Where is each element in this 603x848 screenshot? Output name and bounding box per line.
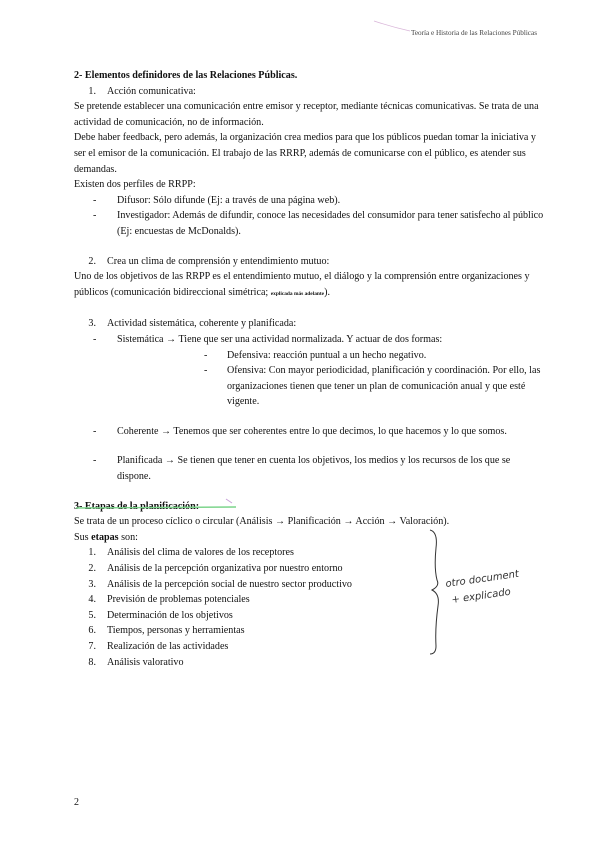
- paragraph: Sus etapas son:: [74, 531, 138, 543]
- item-title: Actividad sistemática, coherente y planificada:: [107, 318, 297, 330]
- page-number: 2: [74, 797, 79, 808]
- paragraph: Existen dos perfiles de RRPP:: [74, 179, 196, 191]
- svg-text:+ explicado: + explicado: [450, 586, 512, 606]
- list-item: 1. Acción comunicativa:: [74, 84, 544, 100]
- handwritten-annotation: [428, 528, 538, 658]
- list-item: 3. Actividad sistemática, coherente y planificada:: [74, 316, 544, 332]
- list-item: 3. Análisis de la percepción social de nuestro sector productivo: [88, 578, 352, 590]
- list-item: 2. Crea un clima de comprensión y entendimiento mutuo:: [74, 254, 544, 270]
- sub-list-item: - Defensiva: reacción puntual a un hecho negativo.: [204, 349, 427, 361]
- svg-text:otro document: otro document: [444, 568, 520, 590]
- sub-list-item: - Ofensiva: Con mayor periodicidad, planificación y coordinación. Por ello, las organizaciones tienen que tener un plan de comunicación anual y que esté vigente.: [204, 365, 541, 408]
- highlight-underline: [76, 497, 236, 511]
- header-pen-mark: [372, 17, 412, 35]
- item-title: Acción comunicativa:: [107, 85, 196, 97]
- paragraph: Se pretende establecer una comunicación entre emisor y receptor, mediante técnicas comunicativas. Se trata de una actividad de comunicación, no de información.: [74, 101, 539, 128]
- list-item: 6. Tiempos, personas y herramientas: [88, 625, 245, 637]
- list-item: 8. Análisis valorativo: [88, 656, 184, 668]
- paragraph: Se trata de un proceso cíclico o circular (Análisis → Planificación → Acción → Valoración).: [74, 516, 450, 528]
- paragraph: Uno de los objetivos de las RRPP es el entendimiento mutuo, el diálogo y la comprensión entre organizaciones y públicos (comunicación bidireccional simétrica; explicada más adelante).: [74, 271, 530, 298]
- list-item: - Investigador: Además de difundir, conoce las necesidades del consumidor para tener satisfecho al público (Ej: encuestas de McDonalds).: [93, 210, 544, 237]
- list-item: 2. Análisis de la percepción organizativa por nuestro entorno: [88, 563, 343, 575]
- section-2-title: 2- Elementos definidores de las Relaciones Públicas.: [74, 70, 298, 81]
- item-title: Crea un clima de comprensión y entendimiento mutuo:: [107, 255, 330, 267]
- paragraph: Debe haber feedback, pero además, la organización crea medios para que los públicos puedan tomar la iniciativa y ser el emisor de la comunicación. El trabajo de las RRRP, además de comunicarse con el público, es atender sus demandas.: [74, 132, 536, 175]
- list-item: 7. Realización de las actividades: [88, 641, 229, 652]
- running-header: Teoría e Historia de las Relaciones Públicas: [410, 29, 537, 37]
- list-item: 4. Previsión de problemas potenciales: [88, 594, 250, 606]
- list-item: - Difusor: Sólo difunde (Ej: a través de una página web).: [93, 194, 341, 206]
- list-item: - Coherente → Tenemos que ser coherentes entre lo que decimos, lo que hacemos y lo que somos.: [93, 425, 507, 437]
- list-item: 1. Análisis del clima de valores de los receptores: [88, 547, 294, 559]
- section-3-title: 3- Etapas de la planificación:: [74, 500, 200, 512]
- list-item: 5. Determinación de los objetivos: [88, 609, 233, 621]
- list-item: - Planificada → Se tienen que tener en cuenta los objetivos, los medios y los recursos de los que se dispone.: [93, 455, 511, 483]
- list-item: - Sistemática → Tiene que ser una actividad normalizada. Y actuar de dos formas:: [93, 333, 443, 345]
